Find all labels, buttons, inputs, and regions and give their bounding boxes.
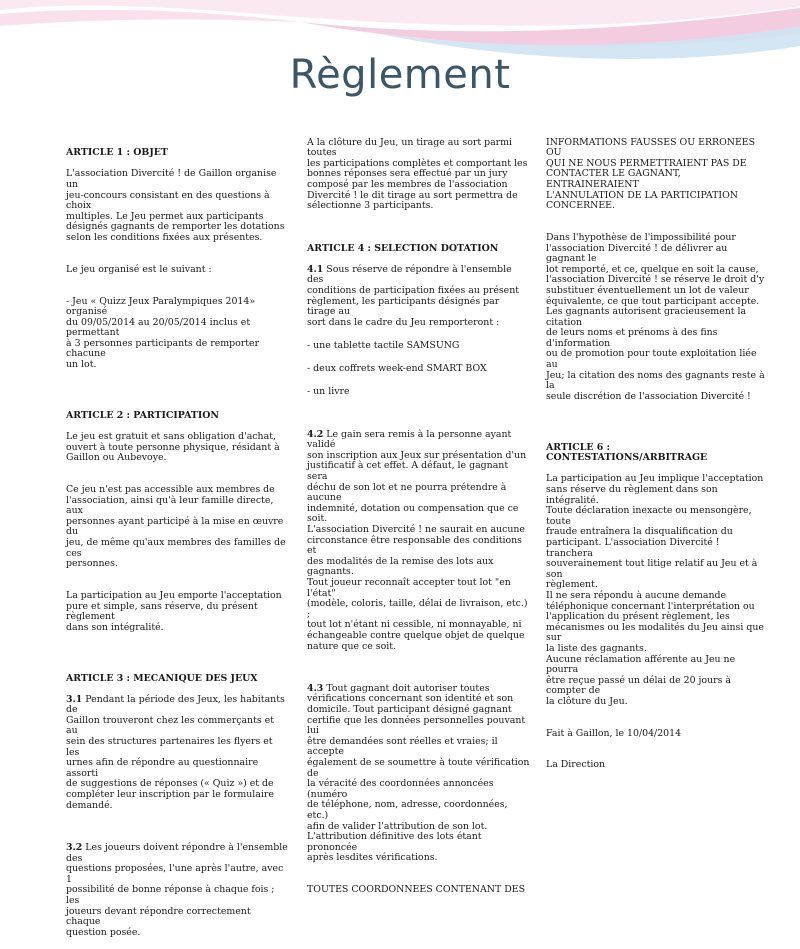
prize-item-3: - un livre	[307, 386, 350, 398]
prize-item-1: - une tablette tactile SAMSUNG	[307, 339, 460, 351]
article-2-exclusions: Ce jeu n'est pas accessible aux membres de l'association, ainsi qu'à leur famille directe, aux personnes ayant participé à la mise en œuvre du jeu, de même qu'aux membres des familles de ces personnes.	[66, 484, 286, 570]
column-1	[66, 127, 288, 949]
page-title: Règlement	[289, 52, 511, 98]
column-3	[546, 127, 766, 782]
article-3-1-number: 3.1	[66, 693, 83, 705]
article-1-heading: ARTICLE 1 : OBJET	[66, 147, 168, 159]
coordinates-warning-start: TOUTES COORDONNEES CONTENANT DES	[307, 884, 525, 896]
article-4-heading: ARTICLE 4 : SELECTION DOTATION	[307, 242, 499, 254]
article-4-2-text: Le gain sera remis à la personne ayant validé son inscription aux Jeux sur présentation d'un justificatif à cet effet. A défaut, le gagnant sera déchu de son lot et ne pourra prétendre à aucune indemnité, dotation ou compensation que ce soit. L'association Divercité ! ne saurait en aucune circonstance être responsable des conditions et des modalités de la remise des lots aux gagnants. Tout joueur reconnaît accepter tout lot "en l'état" (modèle, coloris, taille, délai de livraison, etc.) ; tout lot n'étant ni cessible, ni monnayable, ni échangeable contre quelque objet de quelque nature que ce soit.	[307, 428, 528, 652]
article-3-2-number: 3.2	[66, 842, 83, 853]
draw-paragraph: A la clôture du Jeu, un tirage au sort parmi toutes les participations complètes et comportant les bonnes réponses sera effectué par un jury composé par les membres de l'association Divercité ! le dit tirage au sort permettra de sélectionne 3 participants.	[307, 136, 528, 212]
article-3-1-text: Pendant la période des Jeux, les habitants de Gaillon trouveront chez les commerçants et au sein des structures partenaires les flyers et les urnes afin de répondre au questionnaire assorti de suggestions de réponses (« Quiz ») et de compléter leur inscription par le formulaire demandé.	[66, 693, 285, 811]
article-2-acceptance: La participation au Jeu emporte l'acceptation pure et simple, sans réserve, du présent règlement dans son intégralité.	[66, 589, 282, 633]
article-4-3-number: 4.3	[307, 682, 324, 694]
article-2-text: Le jeu est gratuit et sans obligation d'achat, ouvert à toute personne physique, résidant à Gaillon ou Aubevoye.	[66, 431, 280, 464]
article-4-3-text: Tout gagnant doit autoriser toutes vérifications concernant son identité et son domicile. Tout participant désigné gagnant certifie que les données personnelles pouvant lui être demandées sont réelles et vraies; il accepte également de se soumettre à toute vérification de la véracité des coordonnées annoncées (numéro de téléphone, nom, adresse, coordonnées, etc.) afin de valider l'attribution de son lot. L'attribution définitive des lots étant prononcée après lesdites vérifications.	[307, 682, 530, 864]
article-6-heading: ARTICLE 6 : CONTESTATIONS/ARBITRAGE	[546, 441, 708, 464]
article-2-heading: ARTICLE 2 : PARTICIPATION	[66, 409, 219, 421]
column-2	[307, 127, 530, 906]
article-4-1-text: Sous réserve de répondre à l'ensemble des conditions de participation fixées au présent règlement, les participants désignés par tirage au sort dans le cadre du Jeu remporteront :	[307, 263, 520, 328]
article-4-2-number: 4.2	[307, 428, 324, 440]
signature: La Direction	[546, 759, 606, 771]
article-6-text: La participation au Jeu implique l'acceptation sans réserve du règlement dans son intégralité. Toute déclaration inexacte ou mensongère, toute fraude entraînera la disqualification du participant. L'association Divercité ! tranchera souverainement tout litige relatif au Jeu et à son règlement. Il ne sera répondu à aucune demande téléphonique concernant l'interprétation ou l'application du présent règlement, les mécanismes ou les modalités du Jeu ainsi que sur la liste des gagnants. Aucune réclamation afférente au Jeu ne pourra être reçue passé un délai de 20 jours à compter de la clôture du Jeu.	[546, 473, 764, 707]
article-1-text: L'association Divercité ! de Gaillon organise un jeu-concours consistant en des questions à choix multiples. Le Jeu permet aux participants désignés gagnants de remporter les dotations selon les conditions fixées aux présentes.	[66, 168, 285, 243]
article-1-game: - Jeu « Quizz Jeux Paralympiques 2014» organisé du 09/05/2014 au 20/05/2014 inclus et permettant à 3 personnes participants de remporter chacune un lot.	[66, 295, 260, 371]
date-line: Fait à Gaillon, le 10/04/2014	[546, 727, 682, 739]
article-4-1-number: 4.1	[307, 263, 324, 275]
coordinates-warning-end: INFORMATIONS FAUSSES OU ERRONEES OU QUI NE NOUS PERMETTRAIENT PAS DE CONTACTER LE GAGNANT, ENTRAINERAIENT L'ANNULATION DE LA PARTICIPATION CONCERNEE.	[546, 136, 756, 212]
article-3-heading: ARTICLE 3 : MECANIQUE DES JEUX	[66, 672, 258, 684]
prize-item-2: - deux coffrets week-end SMART BOX	[307, 363, 487, 375]
article-3-2-text: Les joueurs doivent répondre à l'ensemble des questions proposées, l'une après l'autre, avec 1 possibilité de bonne réponse à chaque fois ; les joueurs devant répondre correctement chaque question posée.	[66, 842, 288, 938]
substitution-paragraph: Dans l'hypothèse de l'impossibilité pour l'association Divercité ! de délivrer au gagnant le lot remporté, et ce, quelque en soit la cause, l'association Divercité ! se réserve le droit d'y substituer éventuellement un lot de valeur équivalente, ce que tout participant accepte. Les gagnants autorisent gracieusement la citation de leurs noms et prénoms à des fins d'information ou de promotion pour toute exploitation liée au Jeu; la citation des noms des gagnants reste à la seule discrétion de l'association Divercité !	[546, 231, 765, 402]
article-1-intro: Le jeu organisé est le suivant :	[66, 263, 212, 275]
